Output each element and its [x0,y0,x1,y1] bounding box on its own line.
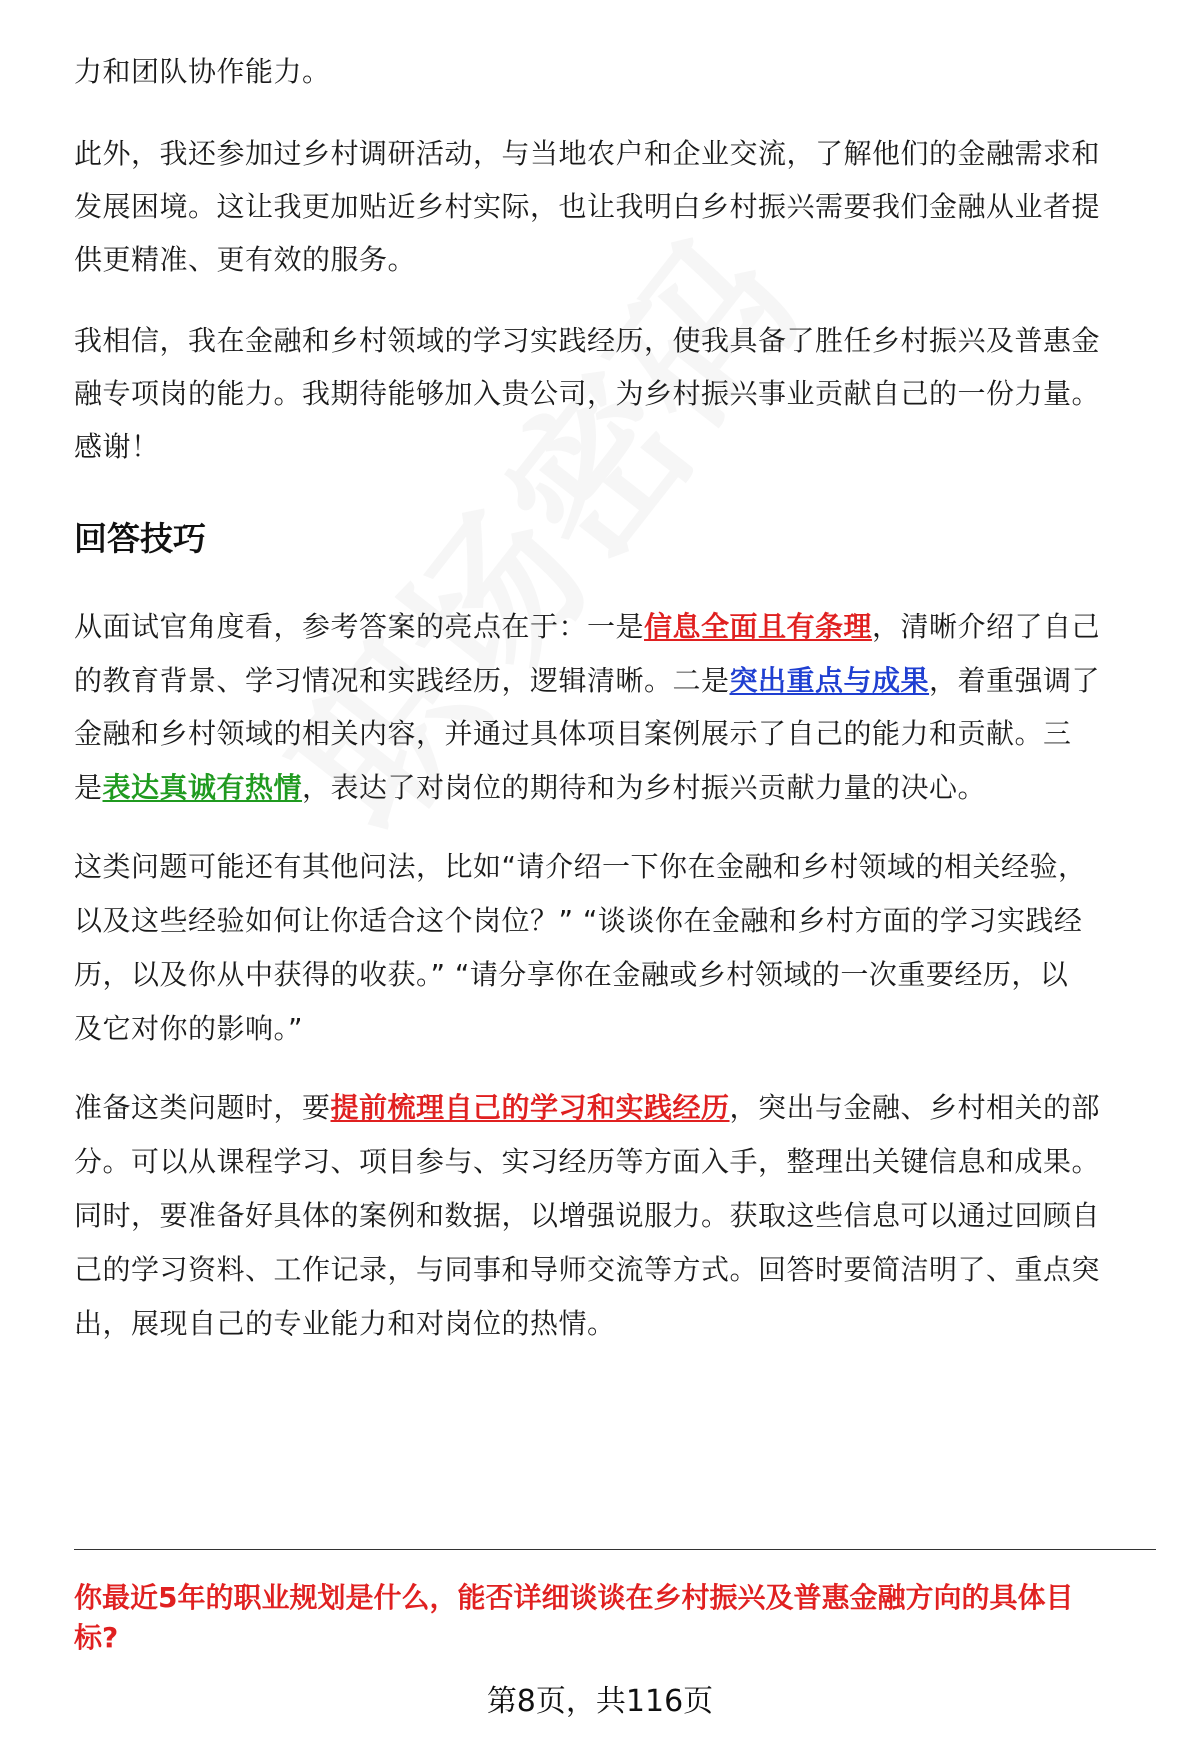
paragraph-line: 分。可以从课程学习、项目参与、实习经历等方面入手，整理出关键信息和成果。 [74,1145,1101,1178]
paragraph-line: 历，以及你从中获得的收获。” “请分享你在金融或乡村领域的一次重要经历，以 [74,958,1069,991]
paragraph-line: 同时，要准备好具体的案例和数据，以增强说服力。获取这些信息可以通过回顾自 [74,1199,1101,1232]
text: 是 [74,771,103,804]
text: ，清晰介绍了自己 [872,610,1101,643]
paragraph-line: 己的学习资料、工作记录，与同事和导师交流等方式。回答时要简洁明了、重点突 [74,1253,1101,1286]
divider [74,1549,1156,1550]
paragraph-line [74,1079,1100,1137]
paragraph-line: 感谢！ [74,430,160,463]
paragraph-line: 此外，我还参加过乡村调研活动，与当地农户和企业交流，了解他们的金融需求和 [74,137,1101,170]
text: ，着重强调了 [929,664,1101,697]
highlight-red: 提前梳理自己的学习和实践经历 [330,1091,730,1124]
text: ，突出与金融、乡村相关的部 [729,1091,1101,1124]
highlight-blue: 突出重点与成果 [729,664,930,697]
text: 准备这类问题时，要 [74,1091,331,1124]
question-line: 你最近5年的职业规划是什么，能否详细谈谈在乡村振兴及普惠金融方向的具体目 [74,1581,1074,1614]
highlight-red: 信息全面且有条理 [644,610,873,643]
paragraph-line: 及它对你的影响。” [74,1012,304,1045]
paragraph-line: 以及这些经验如何让你适合这个岗位？” “谈谈你在金融和乡村方面的学习实践经 [74,904,1083,937]
paragraph-line: 发展困境。这让我更加贴近乡村实际，也让我明白乡村振兴需要我们金融从业者提 [74,190,1101,223]
paragraph-line: 金融和乡村领域的相关内容，并通过具体项目案例展示了自己的能力和贡献。三 [74,717,1072,750]
question-line: 标? [74,1621,119,1654]
paragraph-line [74,652,1100,710]
text: 从面试官角度看，参考答案的亮点在于：一是 [74,610,645,643]
page-footer: 第8页，共116页 [486,1684,714,1719]
paragraph-line: 这类问题可能还有其他问法，比如“请介绍一下你在金融和乡村领域的相关经验， [74,850,1087,883]
section-heading: 回答技巧 [74,519,206,558]
text: ，表达了对岗位的期待和为乡村振兴贡献力量的决心。 [302,771,987,804]
paragraph-line: 力和团队协作能力。 [74,55,331,88]
paragraph-line [74,598,1100,656]
highlight-green: 表达真诚有热情 [102,771,303,804]
paragraph-line [74,759,986,817]
next-question [74,1578,1156,1658]
paragraph-line: 我相信，我在金融和乡村领域的学习实践经历，使我具备了胜任乡村振兴及普惠金 [74,324,1101,357]
paragraph-line: 供更精准、更有效的服务。 [74,243,417,276]
paragraph-line: 出，展现自己的专业能力和对岗位的热情。 [74,1307,616,1340]
text: 的教育背景、学习情况和实践经历，逻辑清晰。二是 [74,664,730,697]
paragraph-line: 融专项岗的能力。我期待能够加入贵公司，为乡村振兴事业贡献自己的一份力量。 [74,377,1101,410]
